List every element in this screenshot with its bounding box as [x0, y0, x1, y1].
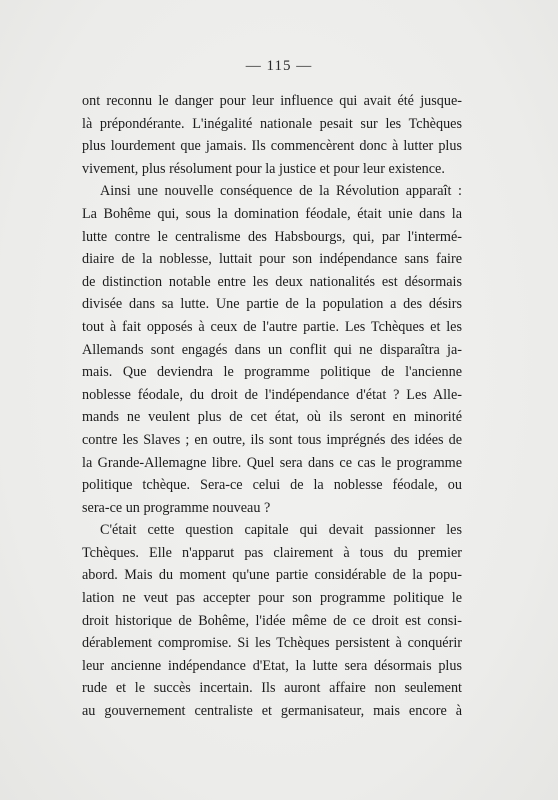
text-line: Ainsi une nouvelle conséquence de la Révolution apparaît : [100, 183, 462, 200]
text-line: plus lourdement que jamais. Ils commencèrent donc à lutter plus [82, 138, 462, 155]
text-line: diaire de la noblesse, luttait pour son indépendance sans faire [82, 251, 462, 268]
text-line: mands ne veulent plus de cet état, où ils seront en minorité [82, 409, 462, 426]
text-line: divisée dans sa lutte. Une partie de la population a des désirs [82, 296, 462, 313]
text-line: lation ne veut pas accepter pour son programme politique le [82, 590, 462, 607]
text-line: droit historique de Bohême, l'idée même de ce droit est consi- [82, 612, 462, 629]
text-line: dérablement compromise. Si les Tchèques persistent à conquérir [82, 635, 462, 652]
text-line: tout à fait opposés à ceux de l'autre partie. Les Tchèques et les [82, 318, 462, 335]
text-line: noblesse féodale, du droit de l'indépendance d'état ? Les Alle- [82, 386, 462, 403]
text-line: C'était cette question capitale qui devait passionner les [100, 522, 462, 539]
text-line: lutte contre le centralisme des Habsbourgs, qui, par l'intermé- [82, 228, 462, 245]
body-text [82, 90, 462, 723]
text-line: ont reconnu le danger pour leur influence qui avait été jusque- [82, 93, 462, 109]
text-line: politique tchèque. Sera-ce celui de la noblesse féodale, ou [82, 477, 462, 494]
text-line: leur ancienne indépendance d'Etat, la lutte sera désormais plus [82, 657, 462, 674]
text-line: la Grande-Allemagne libre. Quel sera dans ce cas le programme [82, 454, 462, 471]
text-line: là prépondérante. L'inégalité nationale pesait sur les Tchèques [82, 115, 462, 132]
text-line: vivement, plus résolument pour la justice et pour leur existence. [82, 160, 445, 177]
text-line: Tchèques. Elle n'apparut pas clairement à tous du premier [82, 544, 462, 561]
text-line: abord. Mais du moment qu'une partie considérable de la popu- [82, 567, 462, 584]
text-line: mais. Que deviendra le programme politique de l'ancienne [82, 364, 462, 381]
text-line: La Bohême qui, sous la domination féodale, était unie dans la [82, 205, 462, 222]
page-number: — 115 — [245, 58, 313, 74]
text-line: de distinction notable entre les deux nationalités est désormais [82, 273, 462, 290]
text-line: au gouvernement centraliste et germanisateur, mais encore à [82, 703, 462, 720]
text-line: rude et le succès incertain. Ils auront affaire non seulement [82, 680, 462, 697]
text-line: sera-ce un programme nouveau ? [82, 499, 271, 516]
text-line: Allemands sont engagés dans un conflit qui ne disparaîtra ja- [82, 341, 462, 358]
text-line: contre les Slaves ; en outre, ils sont tous imprégnés des idées de [82, 431, 462, 448]
